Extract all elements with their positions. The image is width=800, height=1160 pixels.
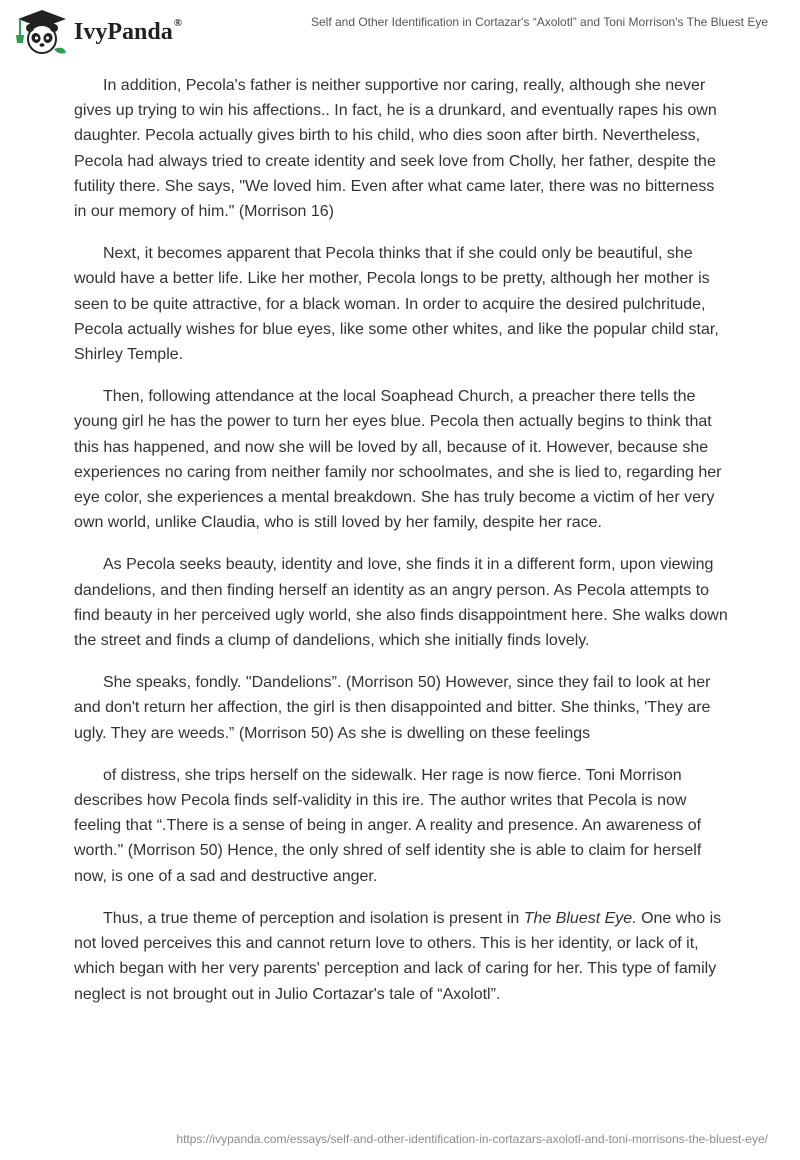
paragraph-last: Thus, a true theme of perception and isolation is present in The Bluest Eye. One who is not loved perceives this and cannot return love to others. This is her identity, or lack of it, which began with her very parents' perception and lack of caring for her. This type of family neglect is not brought out in Julio Cortazar's tale of “Axolotl”. [74,909,722,1003]
paragraph: In addition, Pecola's father is neither supportive nor caring, really, although she never gives up trying to win his affections.. In fact, he is a drunkard, and eventually rapes his own daughter. Pecola actually gives birth to his child, who dies soon after birth. Nevertheless, Pecola had always tried to create identity and seek love from Cholly, her father, despite the futility there. She says, "We loved him. Even after what came later, there was no bitterness in our memory of him." (Morrison 16) [74,77,717,221]
paragraph: Next, it becomes apparent that Pecola thinks that if she could only be beautiful, she would have a better life. Like her mother, Pecola longs to be pretty, although her mother is seen to be quite attractive, for a black woman. In order to acquire the desired pulchritude, Pecola actually wishes for blue eyes, like some other whites, and like the popular child star, Shirley Temple. [74,245,719,364]
essay-body [74,73,730,1024]
paragraph: Then, following attendance at the local Soaphead Church, a preacher there tells the young girl he has the power to turn her eyes blue. Pecola then actually begins to think that this has happened, and now she will be loved by all, because of it. However, because she experiences no caring from neither family nor schoolmates, and she is lied to, regarding her eye color, she experiences a mental breakdown. She has truly become a victim of her very own world, unlike Claudia, who is still loved by her family, despite her race. [74,388,722,532]
page-header [0,0,800,60]
logo-text: IvyPanda® [74,17,182,45]
paragraph: She speaks, fondly. "Dandelions”. (Morrison 50) However, since they fail to look at her and don't return her affection, the girl is then disappointed and bitter. She thinks, 'They are ugly. They are weeds.” (Morrison 50) As she is dwelling on these feelings [74,674,711,742]
panda-graduate-icon [14,9,70,55]
source-url[interactable]: https://ivypanda.com/essays/self-and-other-identification-in-cortazars-axolotl-and-toni-morrisons-the-bluest-eye/ [176,1132,768,1146]
ivypanda-logo[interactable] [14,9,182,55]
paragraph: As Pecola seeks beauty, identity and love, she finds it in a different form, upon viewing dandelions, and then finding herself an identity as an angry person. As Pecola attempts to find beauty in her perceived ugly world, she also finds disappointment here. She walks down the street and finds a clump of dandelions, which she initially finds lovely. [74,556,728,650]
book-title-italic: The Bluest Eye. [523,909,637,927]
document-title: Self and Other Identification in Cortazar's “Axolotl” and Toni Morrison's The Bluest Eye [310,15,768,29]
paragraph: of distress, she trips herself on the sidewalk. Her rage is now fierce. Toni Morrison describes how Pecola finds self-validity in this ire. The author writes that Pecola is now feeling that “.There is a sense of being in anger. A reality and presence. An awareness of worth." (Morrison 50) Hence, the only shred of self identity she is able to claim for herself now, is one of a sad and destructive anger. [74,766,702,885]
